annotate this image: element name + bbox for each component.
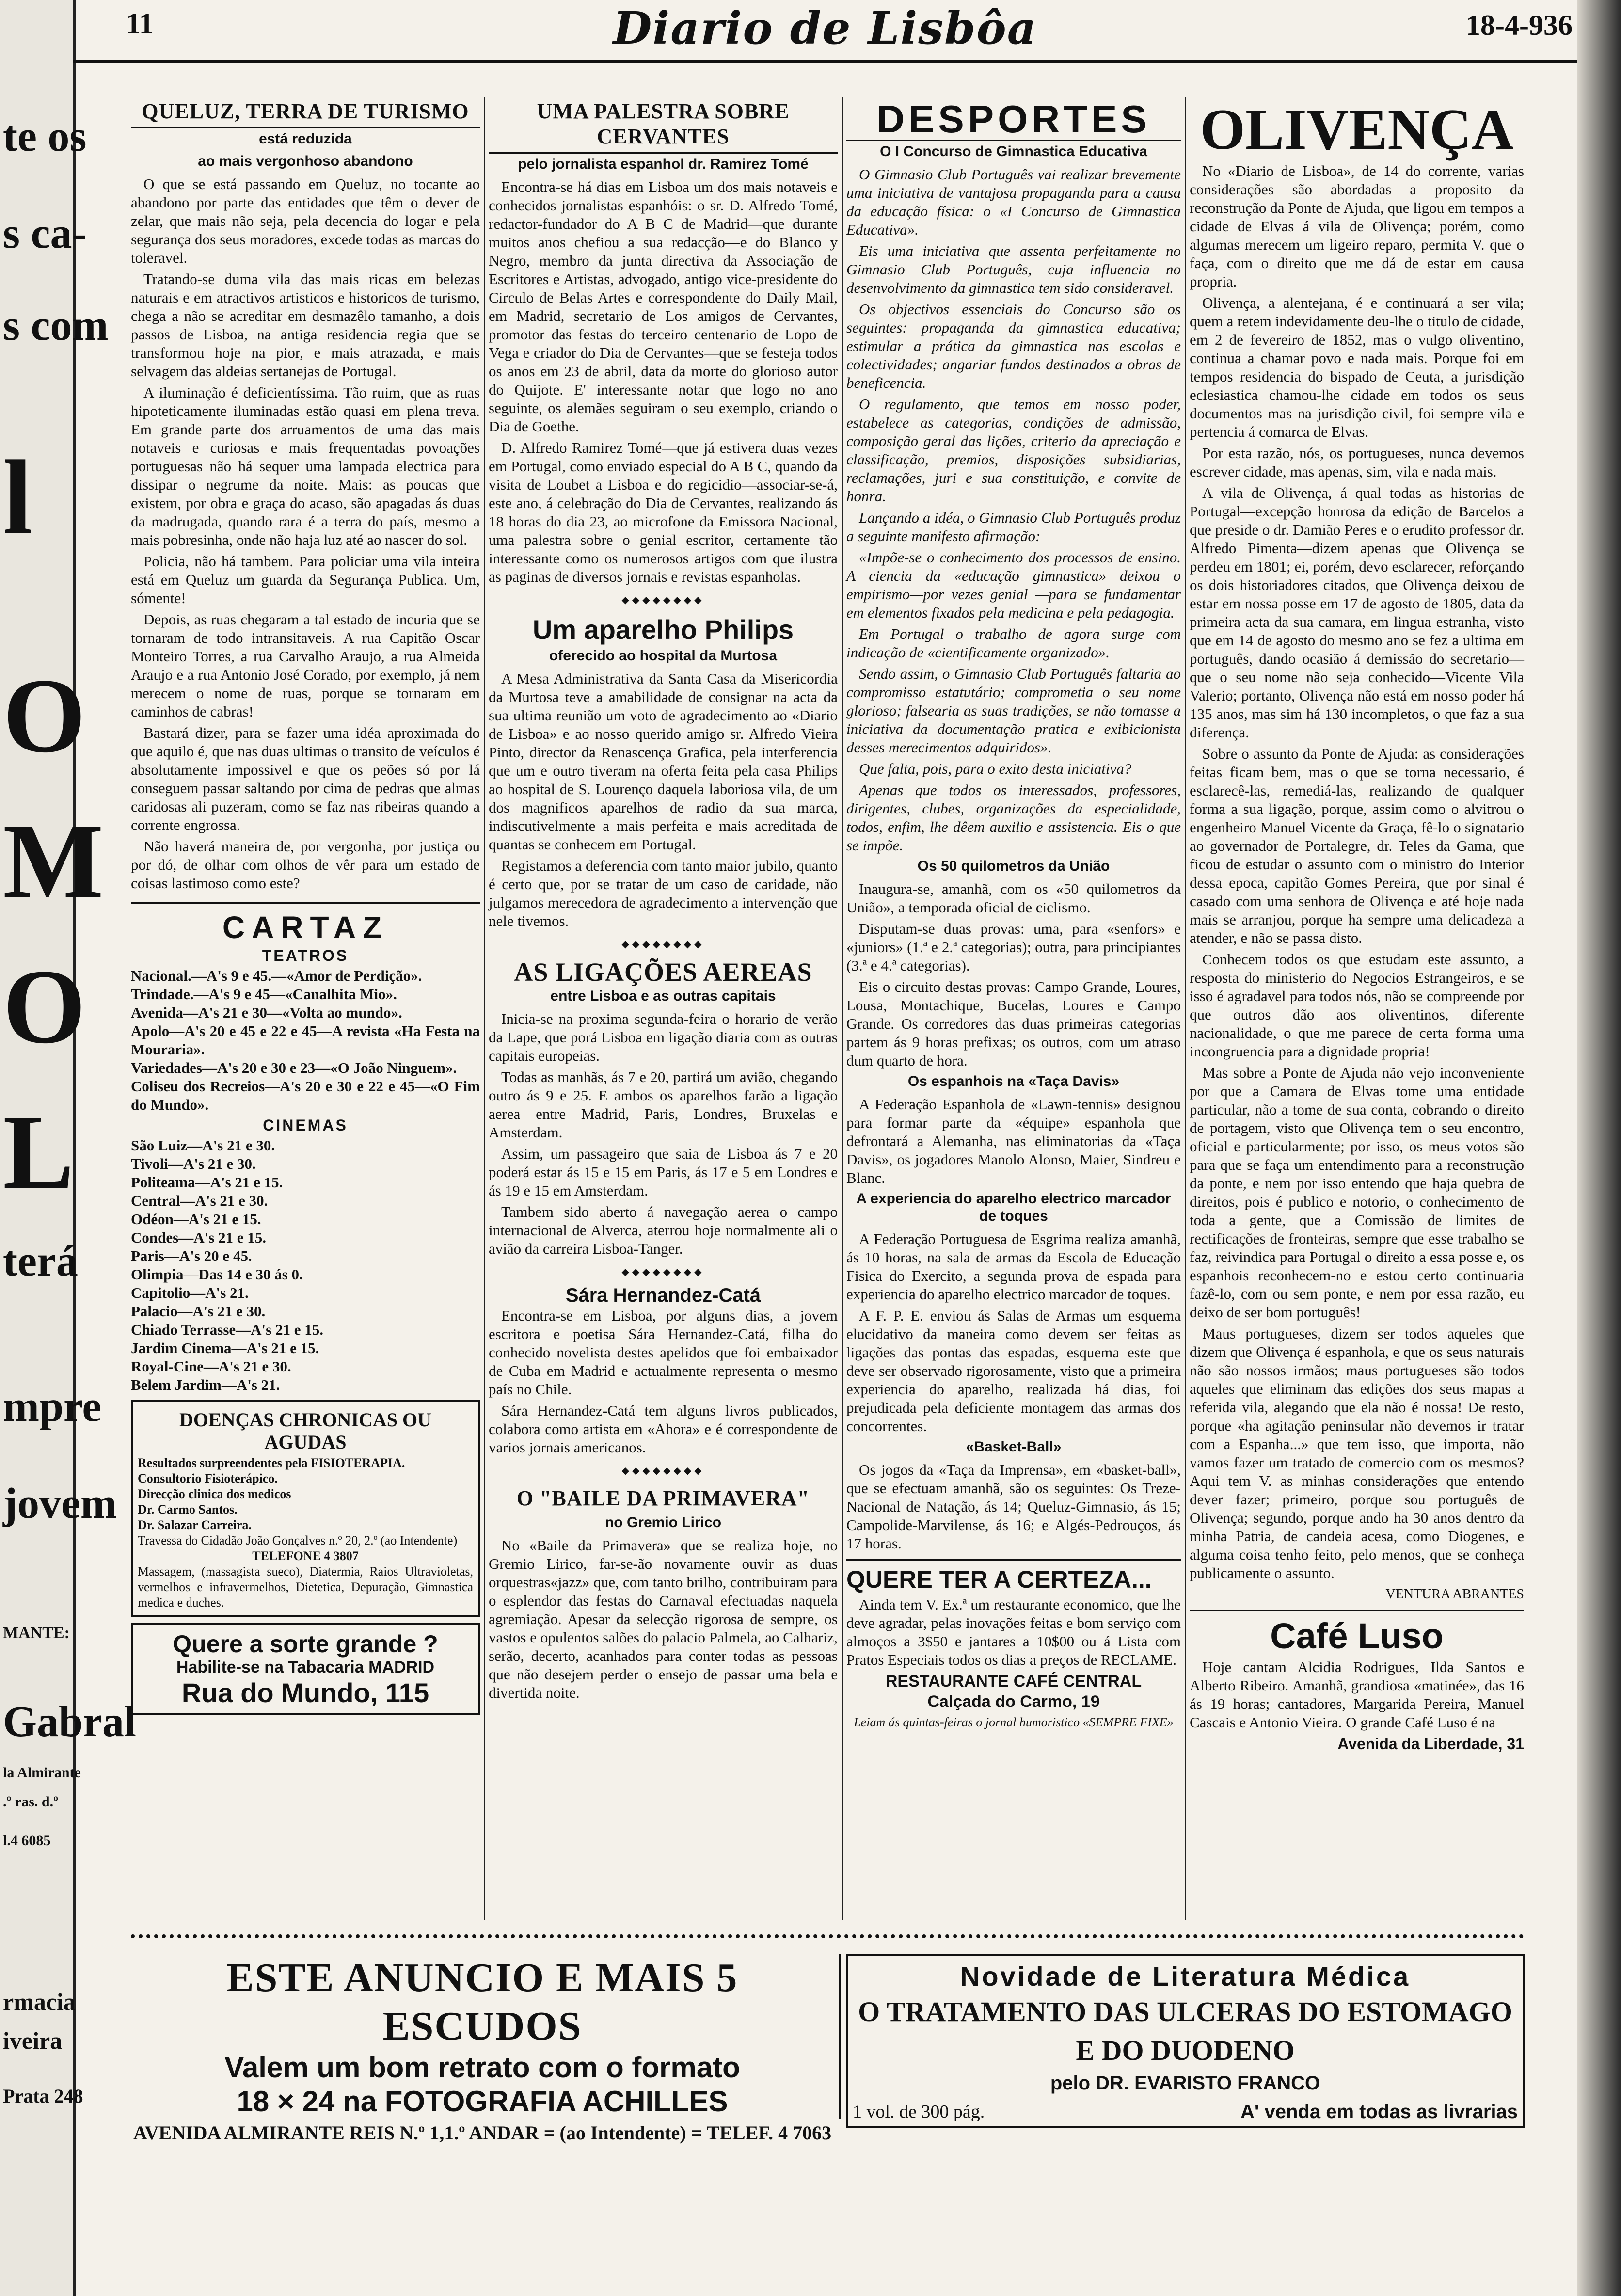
newspaper-title: Diario de Lisbôa (613, 2, 1037, 54)
bottom-divider (839, 1954, 841, 2119)
separator: ◆◆◆◆◆◆◆◆ (621, 939, 705, 950)
edge-text-fragment: Gabral (3, 1698, 137, 1746)
paragraph: No «Baile da Primavera» que se realiza hoje, no Gremio Lirico, far-se-ão novamente ouvir as duas orquestras«jazz» que, com tanto brilho, contribuiram para o esplendor das festas do Carnaval efectuadas naquela agremiação. Apesar da selecção rigorosa de sempre, os vastos e opulentos salões do palacio Palmela, ao Calhariz, serão, decerto, acanhados para conter todas as pessoas que não desejem perder o ensejo de passar uma bela e divertida noite. (489, 1537, 838, 1701)
listing-item: Capitolio—A's 21. (131, 1284, 249, 1301)
paragraph: «Impõe-se o conhecimento dos processos de ensino. A ciencia da «educação gimnastica» deixou o empirismo—por vezes genial —para se fundamentar em elementos fixados pela medicina e pela pedagogia. (846, 549, 1181, 621)
listing-item: São Luiz—A's 21 e 30. (131, 1137, 275, 1154)
ad-line: Rua do Mundo, 115 (181, 1677, 429, 1708)
article-body (489, 1010, 838, 1258)
listing-item: Royal-Cine—A's 21 e 30. (131, 1358, 291, 1375)
ad-title: Café Luso (1270, 1616, 1444, 1656)
ad-line: Massagem, (massagista sueco), Diatermia, Raios Ultravioletas, vermelhos e infravermelhos, Dietetica, Depuração, Gimnastica medica e duches. (138, 1564, 473, 1610)
separator: ◆◆◆◆◆◆◆◆ (621, 595, 705, 606)
article-body (846, 1230, 1181, 1435)
article-subtitle: entre Lisboa e as outras capitais (550, 988, 776, 1004)
edge-text-fragment: O (3, 947, 86, 1066)
edge-text-fragment: te os (3, 112, 87, 160)
column-divider (484, 97, 485, 1920)
paragraph: Sobre o assunto da Ponte de Ajuda: as considerações feitas ficam bem, mas o que se torna necessario, é esclarecê-las, remediá-las, realizando de qualquer forma a sua ligação, porque, assim como o alvitrou o engenheiro Manuel Vicente da Graça, fê-lo o signatario ao governador de Portalegre, dr. Teles da Gama, que ficou de estudar o assunto com o ministro do Interior dessa epoca, capitão Gomes Pereira, que por sinal é casado com uma senhora de Olivença e até hoje nada mais se arranjou, porque ha sempre uma delicadeza a atender, e não se passa disto. (1190, 745, 1524, 946)
edge-text-fragment: mpre (3, 1383, 102, 1431)
article-subtitle: está reduzida (259, 131, 352, 147)
paragraph: Eis uma iniciativa que assenta perfeitamente no Gimnasio Club Português, cuja influencia no desenvolvimento da gimnastica tem sido consideravel. (846, 242, 1181, 296)
separator: ◆◆◆◆◆◆◆◆ (621, 1466, 705, 1476)
ad-line: Direcção clinica dos medicos (138, 1487, 291, 1501)
listing-item: Paris—A's 20 e 45. (131, 1247, 252, 1264)
ad-line: Travessa do Cidadão João Gonçalves n.º 20, 2.º (ao Intendente) (138, 1533, 458, 1547)
ad-name: RESTAURANTE CAFÉ CENTRAL (885, 1672, 1142, 1690)
paragraph: Mas sobre a Ponte de Ajuda não vejo inconveniente por que a Camara de Elvas tome uma entidade particular, não a tome de sua conta, cobrando o direito de portagem, visto que Olivença tem o seu encontro, oficial e particularmente; por isso, os meus votos são para que se faça um entendimento para a reconstrução da ponte, e nem por isso entendo que haja quebra de direitos, pois é publico e notorio, o conhecimento de toda a gente, que a Comissão de limites de rectificações de fronteiras, sempre que esse trabalho se faz, reivindica para Portugal o direito a essa posse e, os espanhois reconhecem-no e estou certo continuaria fazê-lo, com ou sem ponte, e nem por essa razão, eu deixo de ser bom português! (1190, 1064, 1524, 1321)
ad-line: Dr. Salazar Carreira. (138, 1518, 252, 1532)
edge-text-fragment: .º ras. d.º (3, 1794, 58, 1810)
ad-footer (853, 2101, 1518, 2123)
paragraph: A vila de Olivença, á qual todas as historias de Portugal—excepção honrosa da edição de Barcelos a que preside o dr. Damião Peres e o erudito professor dr. Alfredo Pimenta—dizem apenas que Olivença se perdeu em 1801; ei, porém, devo esclarecer, reforçando os dois historiadores citados, que Olivença deixou de estar em nossa posse em 17 de agosto de 1805, data da primeira acta da sua camara, em lingua estranha, visto que em 14 de agosto do mesmo ano se fez a ultima em português, dando ocasião á demissão do secretario—que o seu nome não seja conhecido—Vicente Vila Valerio; portanto, Olivença não está em nosso poder há 135 anos, mas sim há 130 incompletos, o que faz a sua diferença. (1190, 484, 1524, 741)
paragraph: Policia, não há tambem. Para policiar uma vila inteira está em Queluz um guarda da Segurança Publica. Um, sómente! (131, 553, 480, 606)
paragraph: Inicia-se na proxima segunda-feira o horario de verão da Lape, que porá Lisboa em ligação diaria com as outras capitais europeias. (489, 1010, 838, 1064)
ad-body (138, 1455, 473, 1610)
advertisement-book (846, 1954, 1525, 2128)
ad-line: Valem um bom retrato com o formato (224, 2051, 740, 2084)
paragraph: D. Alfredo Ramirez Tomé—que já estivera duas vezes em Portugal, como enviado especial do A B C, quando da visita de Loubet a Lisboa e do regicidio—associar-se-á, este ano, á celebração do Dia de Cervantes, realizando ás 18 horas do dia 23, ao microfone da Emissora Nacional, uma palestra sobre o genial escritor, certamente tão interessante como os numerosos artigos com que ilustra as paginas de diversos jornais e revistas espanholas. (489, 439, 838, 585)
paragraph: Depois, as ruas chegaram a tal estado de incuria que se tornaram de todo intransitaveis. A rua Capitão Oscar Monteiro Torres, a rua Carvalho Araujo, a rua Almeida Araujo e a rua Antonio José Corado, por exemplo, já nem merecem o nome de ruas, porque se tornaram em caminhos de cabras! (131, 611, 480, 720)
ad-line: AVENIDA ALMIRANTE REIS N.º 1,1.º ANDAR = (ao Intendente) = TELEF. 4 7063 (133, 2122, 832, 2144)
ad-line: A' venda em todas as livrarias (1240, 2101, 1518, 2122)
edge-text-fragment: rmacia (3, 1988, 76, 2015)
advertisement-cafe-luso (1190, 1610, 1524, 1753)
edge-text-fragment: MANTE: (3, 1624, 70, 1642)
paragraph: O regulamento, que temos em nosso poder, estabelece as categorias, condições de admissão, composição geral das lições, criterio da apreciação e classificação, premios, disposições subsidiarias, reclamações, juri e sua constituição, e convite de honra. (846, 396, 1181, 505)
paragraph: Sendo assim, o Gimnasio Club Português faltaria ao compromisso estatutário; comprometia o seu nome glorioso; falsearia as suas tradições, se não tomasse a iniciativa da documentação pratica e exibicionista desses merecimentos adquiridos». (846, 665, 1181, 756)
advertisement-fisioterapia (131, 1400, 480, 1617)
article-body (846, 1095, 1181, 1187)
article-subtitle: no Gremio Lirico (604, 1515, 722, 1531)
paragraph: Encontra-se há dias em Lisboa um dos mais notaveis e conhecidos jornalistas espanhóis: o sr. D. Alfredo Tomé, redactor-fundador do A B C de Madrid—que durante muitos anos chefiou a sua redacção—e do Blanco y Negro, membro da junta directiva da Associação de Escritores e Artistas, advogado, antigo vice-presidente do Circulo de Belas Artes e correspondente do Daily Mail, em Madrid, secretario de Los amigos de Cervantes, promotor das festas do terceiro centenario de Lopo de Vega e criador do Dia de Cervantes—que se festeja todos os anos em 23 de abril, data da morte do glorioso autor do Quijote. E' interessante notar que logo no ano seguinte, os alemães seguiram o seu exemplo, criando o Dia de Goethe. (489, 178, 838, 435)
paragraph: Lançando a idéa, o Gimnasio Club Português produz a seguinte manifesto afirmação: (846, 509, 1181, 544)
listing-item: Central—A's 21 e 30. (131, 1192, 268, 1209)
column-divider (842, 97, 843, 1920)
footer-note: Leiam ás quintas-feiras o jornal humoristico «SEMPRE FIXE» (854, 1715, 1174, 1729)
paragraph: Encontra-se em Lisboa, por alguns dias, a jovem escritora e poetisa Sára Hernandez-Catá, filha do conhecido novelista destes apelidos que foi embaixador de Cuba em Madrid e actualmente representa o mesmo país no Chile. (489, 1307, 838, 1398)
article-title: QUELUZ, TERRA DE TURISMO (131, 99, 480, 128)
paragraph: Todas as manhãs, ás 7 e 20, partirá um avião, chegando outro ás 9 e 25. E ambos os aparelhos farão a ligação aerea entre Madrid, Paris, Londres, Bruxelas e Amsterdam. (489, 1068, 838, 1141)
article-subtitle: O I Concurso de Gimnastica Educativa (880, 144, 1147, 159)
paragraph: A Federação Espanhola de «Lawn-tennis» designou para formar parte da «équipe» espanhola que defrontará a Alemanha, nas eliminatorias da «Taça Davis», os jogadores Manolo Alonso, Maier, Sindreu e Blanc. (846, 1096, 1181, 1186)
section-heading: CINEMAS (263, 1116, 348, 1134)
article-title: OLIVENÇA (1200, 97, 1514, 161)
ad-line: Quere a sorte grande ? (173, 1630, 438, 1658)
edge-text-fragment: terá (3, 1237, 78, 1285)
edge-text-fragment: l.4 6085 (3, 1833, 51, 1849)
edge-text-fragment: iveira (3, 2027, 63, 2054)
paragraph: Em Portugal o trabalho de agora surge com indicação de «cientificamente organizado». (846, 625, 1181, 661)
paragraph: Apenas que todos os interessados, professores, dirigentes, clubes, organizações da especialidade, todos, enfim, lhe dêem auxilio e assistencia. Eis o que se impõe. (846, 781, 1181, 854)
advertisement-restaurant (846, 1559, 1181, 1730)
edge-text-fragment: jovem (3, 1480, 117, 1528)
listing-item: Coliseu dos Recreios—A's 20 e 30 e 22 e 45—«O Fim do Mundo». (131, 1078, 480, 1113)
listing-item: Apolo—A's 20 e 45 e 22 e 45—A revista «Ha Festa na Mouraria». (131, 1022, 480, 1058)
paragraph: Disputam-se duas provas: uma, para «senfors» e «juniors» (1.ª e 2.ª categorias); outra, para principiantes (3.ª e 4.ª categorias). (846, 920, 1181, 974)
section-heading: TEATROS (262, 947, 349, 964)
paragraph: Os objectivos essenciais do Concurso são os seguintes: propaganda da gimnastica educativa; estimular a prática da gimnastica nas escolas e colectividades; angariar fundos destinados a obras de beneficencia. (846, 301, 1181, 391)
article-body (846, 1461, 1181, 1553)
edge-text-fragment: la Almirante (3, 1765, 81, 1781)
paragraph: A iluminação é deficientíssima. Tão ruim, que as ruas hipoteticamente iluminadas estão quasi em plena treva. Em grande parte dos arruamentos de uma das mais notaveis e curiosas e mais frequentadas povoações portuguesas não há sequer uma lampada electrica para dissipar o negrume da noite. Mais: as poucas que existem, por obra e graça do acaso, são apagadas ás duas da madrugada, quando rara é a terra do país, mesmo a mais pobresinha, onde não haja luz até ao nascer do sol. (131, 384, 480, 548)
ad-line: TELEFONE 4 3807 (252, 1549, 359, 1563)
listing-item: Belem Jardim—A's 21. (131, 1376, 280, 1393)
paragraph: A Mesa Administrativa da Santa Casa da Misericordia da Murtosa teve a amabilidade de consignar na acta da sua ultima reunião um voto de agradecimento ao «Diario de Lisboa» e ao nosso querido amigo sr. Alfredo Vieira Pinto, director da Renascença Grafica, pela interferencia que um e outro tiveram na oferta feita pela casa Philips ao hospital de S. Lourenço daquela laboriosa vila, de um dos magnificos aparelhos de radio da sua marca, indiscutivelmente a mais perfeita e mais acreditada de quantas se conhecem em Portugal. (489, 670, 838, 853)
masthead-rule (73, 60, 1577, 63)
ad-line: O TRATAMENTO DAS ULCERAS DO ESTOMAGO E DO DUODENO (858, 1996, 1512, 2066)
article-body (846, 165, 1181, 855)
ad-line: ESTE ANUNCIO E MAIS 5 ESCUDOS (226, 1955, 738, 2049)
bottom-rule (131, 1934, 1524, 1938)
paragraph: A F. P. E. enviou ás Salas de Armas um esquema elucidativo da maneira como devem ser feitas as ligações das pontas das espadas, esquema este que deve ser observado rigorosamente, visto que a primeira experiencia do aparelho, realizada há dias, foi prejudicada pela deficiente montagem das armas dos concorrentes. (846, 1307, 1181, 1435)
article-subtitle: pelo jornalista espanhol dr. Ramirez Tomé (518, 156, 809, 172)
article-subtitle: Os 50 quilometros da União (917, 858, 1110, 874)
listing-item: Chiado Terrasse—A's 21 e 15. (131, 1321, 323, 1338)
signature: VENTURA ABRANTES (1385, 1587, 1524, 1602)
ad-title: QUERE TER A CERTEZA... (846, 1566, 1152, 1593)
paragraph: Registamos a deferencia com tanto maior jubilo, quanto é certo que, por se tratar de um caso de caridade, não julgamos merecedora de agradecimento a intervenção que nele tivemos. (489, 857, 838, 929)
edge-text-fragment: L (3, 1093, 74, 1211)
listing-item: Trindade.—A's 9 e 45—«Canalhita Mio». (131, 986, 397, 1003)
listing-item: Condes—A's 21 e 15. (131, 1229, 267, 1246)
article-body (1190, 162, 1524, 1582)
article-body (489, 1307, 838, 1457)
ad-line: Resultados surpreendentes pela FISIOTERAPIA. (138, 1456, 405, 1470)
listing-item: Tivoli—A's 21 e 30. (131, 1155, 256, 1172)
article-subtitle: «Basket-Ball» (966, 1439, 1062, 1455)
article-title: Sára Hernandez-Catá (565, 1285, 761, 1306)
ad-line: 18 × 24 na FOTOGRAFIA ACHILLES (237, 2085, 728, 2118)
edge-text-fragment: M (3, 802, 104, 920)
paragraph: Conhecem todos os que estudam este assunto, a resposta do ministerio do Negocios Estrangeiros, e se isso é agradavel para todos nós, não se compreende por que outros dão aos oliventinos, diferente nacionalidade, o que me parece de certa forma uma incongruencia para a dignidade propria! (1190, 951, 1524, 1060)
article-subtitle: oferecido ao hospital da Murtosa (549, 648, 778, 664)
masthead (73, 0, 1577, 53)
ad-address: Avenida da Liberdade, 31 (1337, 1735, 1524, 1753)
article-title: AS LIGAÇÕES AEREAS (514, 957, 812, 987)
ad-body: Hoje cantam Alcidia Rodrigues, Ilda Santos e Alberto Ribeiro. Amanhã, grandiosa «matinée», das 16 ás 19 horas; cantadores, Margarida Pereira, Manuel Cascais e Antonio Vieira. O grande Café Luso é na (1190, 1658, 1524, 1731)
paragraph: Bastará dizer, para se fazer uma idéa aproximada do que aquilo é, que nas duas ultimas o transito de veículos é absolutamente impossivel e que os peões só por lá conseguem passar saltando por cima de pedras que almas caridosas ali puzeram, como se faz nas ribeiras quando a corrente engrossa. (131, 724, 480, 833)
ad-address: Calçada do Carmo, 19 (927, 1692, 1100, 1711)
paragraph: Inaugura-se, amanhã, com os «50 quilometros da União», a temporada oficial de ciclismo. (846, 880, 1181, 916)
advertisement-lottery (131, 1623, 480, 1715)
cartaz-title: CARTAZ (131, 902, 480, 944)
article-body (489, 670, 838, 930)
ad-line: Consultorio Fisioterápico. (138, 1471, 278, 1485)
ad-body: Ainda tem V. Ex.ª um restaurante economico, que lhe deve agradar, pelas inovações feitas e bom serviço com almoços a 3$50 e jantares a 10$00 ou á Lista com Pratos Especiais todos os dias a preços de RECLAME. (846, 1596, 1181, 1668)
edge-text-fragment: O (3, 656, 86, 775)
listing-item: Odéon—A's 21 e 15. (131, 1211, 261, 1228)
listing-item: Palacio—A's 21 e 30. (131, 1303, 266, 1320)
paragraph: Os jogos da «Taça da Imprensa», em «basket-ball», que se efectuam amanhã, são os seguintes: Os Treze-Nacional de Natação, ás 14; Queluz-Gimnasio, ás 15; Campolide-Marvilense, ás 16; e Algés-Pedrouços, ás 17 horas. (846, 1461, 1181, 1552)
paragraph: No «Diario de Lisboa», de 14 do corrente, varias considerações são abordadas a proposito da reconstrução da Ponte de Ajuda, que ligou em tempos a cidade de Elvas á vila de Olivença; porém, como algumas merecem um ligeiro reparo, permita V. que o faça, com o direito que me dá de estar em causa propria. (1190, 162, 1524, 290)
listing-item: Politeama—A's 21 e 15. (131, 1174, 283, 1191)
paragraph: Tratando-se duma vila das mais ricas em belezas naturais e em atractivos artisticos e historicos de turismo, chega a não se acreditar em desmazêlo tamanho, a dois passos de Lisboa, na antiga residencia regia que se transformou hoje na pior, e mais atrazada, e mais selvagem das aldeias sertanejas de Portugal. (131, 271, 480, 380)
edge-text-fragment: s com (3, 302, 109, 350)
advertisement-fotografia (131, 1954, 834, 2144)
ad-line: Novidade de Literatura Médica (960, 1961, 1411, 1992)
edge-text-fragment: l (3, 438, 33, 557)
listing-item: Olimpia—Das 14 e 30 ás 0. (131, 1266, 303, 1283)
column-divider (1185, 97, 1186, 1920)
column-queluz (131, 97, 480, 1920)
ad-line: 1 vol. de 300 pág. (853, 2102, 985, 2122)
paragraph: Que falta, pois, para o exito desta iniciativa? (859, 760, 1132, 777)
cinema-list (131, 1136, 480, 1394)
paragraph: Eis o circuito destas provas: Campo Grande, Loures, Lousa, Montachique, Bucelas, Loures e Campo Grande. Os corredores das duas primeiras categorias partem ás 9 horas prefixas; os outros, com um atraso dum quarto de hora. (846, 978, 1181, 1069)
listing-item: Nacional.—A's 9 e 45.—«Amor de Perdição». (131, 967, 422, 984)
paragraph: Maus portugueses, dizem ser todos aqueles que dizem que Olivença é espanhola, e que os seus naturais não são nossos irmãos; maus portugueses são todos aqueles que eliminam das edições dos seus mapas a referida vila, alegando que ela não é nossa! De resto, porque «ha agitação peninsular não devemos ir tratar com a Espanha...» que tem isso, que importa, não vamos fazer um tratado de comercio com os mesmos? Aqui tem V. as minhas considerações que entendo dever fazer; primeiro, porque sou português de Olivença; segundo, porque ando ha 30 anos dentro da minha Patria, de candeia acesa, como Diogenes, e alguma coisa tenho feito, pelo menos, que se conheça publicamente o assunto. (1190, 1325, 1524, 1581)
ad-title: DOENÇAS CHRONICAS OU AGUDAS (179, 1409, 432, 1453)
paragraph: O que se está passando em Queluz, no tocante ao abandono por parte das entidades que têm o dever de zelar, que mais não seja, pela decencia do logar e pela segurança dos seus moradores, excede todas as marcas do toleravel. (131, 175, 480, 266)
paragraph: Não haverá maneira de, por vergonha, por justiça ou por dó, de olhar com olhos de vêr para um estado de coisas lastimoso como este? (131, 838, 480, 892)
paragraph: O Gimnasio Club Português vai realizar brevemente uma iniciativa de vantajosa propaganda para a causa da educação física: o «I Concurso de Gimnastica Educativa». (846, 166, 1181, 238)
article-body (489, 178, 838, 586)
listing-item: Variedades—A's 20 e 30 e 23—«O João Ninguem». (131, 1059, 457, 1076)
column-desportos (846, 97, 1181, 1920)
ad-line: Habilite-se na Tabacaria MADRID (176, 1658, 435, 1676)
column-olivenca (1190, 97, 1524, 1920)
adjacent-page-edge (0, 0, 137, 2296)
paragraph: Por esta razão, nós, os portugueses, nunca devemos escrever cidade, mas apenas, sim, vila e nada mais. (1190, 445, 1524, 480)
article-title: O "BAILE DA PRIMAVERA" (516, 1486, 810, 1510)
page-number: 11 (126, 7, 154, 39)
ad-line: pelo DR. EVARISTO FRANCO (1050, 2073, 1320, 2094)
page-shadow-edge (1577, 0, 1621, 2296)
paragraph: Sára Hernandez-Catá tem alguns livros publicados, colabora como artista em «Ahora» e é correspondente de varios jornais americanos. (489, 1402, 838, 1456)
listing-item: Avenida—A's 21 e 30—«Volta ao mundo». (131, 1004, 402, 1021)
paragraph: Tambem sido aberto á navegação aerea o campo internacional de Alverca, aterrou hoje normalmente ali o avião da carreira Lisboa-Tanger. (489, 1203, 838, 1257)
listing-item: Jardim Cinema—A's 21 e 15. (131, 1339, 319, 1356)
ad-line: Dr. Carmo Santos. (138, 1502, 238, 1516)
article-subtitle: A experiencia do aparelho electrico marcador de toques (856, 1191, 1171, 1224)
article-body (846, 880, 1181, 1070)
separator: ◆◆◆◆◆◆◆◆ (621, 1267, 705, 1277)
edge-text-fragment: s ca- (3, 209, 87, 257)
article-title: Um aparelho Philips (532, 614, 794, 645)
issue-date: 18-4-936 (1466, 9, 1573, 41)
article-body (489, 1536, 838, 1702)
column-cervantes (489, 97, 838, 1920)
section-title: DESPORTES (846, 99, 1181, 141)
article-subtitle: ao mais vergonhoso abandono (198, 153, 413, 169)
article-body (131, 175, 480, 893)
paragraph: Olivença, a alentejana, é e continuará a ser vila; quem a retem indevidamente deu-lhe o titulo de cidade, em 2 de fevereiro de 1852, mas o vulgo oliventino, continua a chamar povo e nada mais. Porque foi em tempos residencia do bispado de Ceuta, a jurisdição eclesiastica chamou-lhe cidade em todos os seus documentos mas na jurisdição civil, foi sempre vila e pertencia á comarca de Elvas. (1190, 294, 1524, 440)
article-subtitle: Os espanhois na «Taça Davis» (907, 1073, 1120, 1089)
edge-text-fragment: Prata 248 (3, 2085, 83, 2107)
paragraph: A Federação Portuguesa de Esgrima realiza amanhã, ás 10 horas, na sala de armas da Escola de Educação Fisica do Exercito, a segunda prova de espada para experiencia do aparelho electrico marcador de toques. (846, 1230, 1181, 1303)
theatre-list (131, 967, 480, 1114)
article-title: UMA PALESTRA SOBRE CERVANTES (489, 99, 838, 154)
paragraph: Assim, um passageiro que saia de Lisboa ás 7 e 20 poderá estar ás 15 e 15 em Paris, ás 17 e 5 em Londres e ás 19 e 15 em Amsterdam. (489, 1145, 838, 1199)
